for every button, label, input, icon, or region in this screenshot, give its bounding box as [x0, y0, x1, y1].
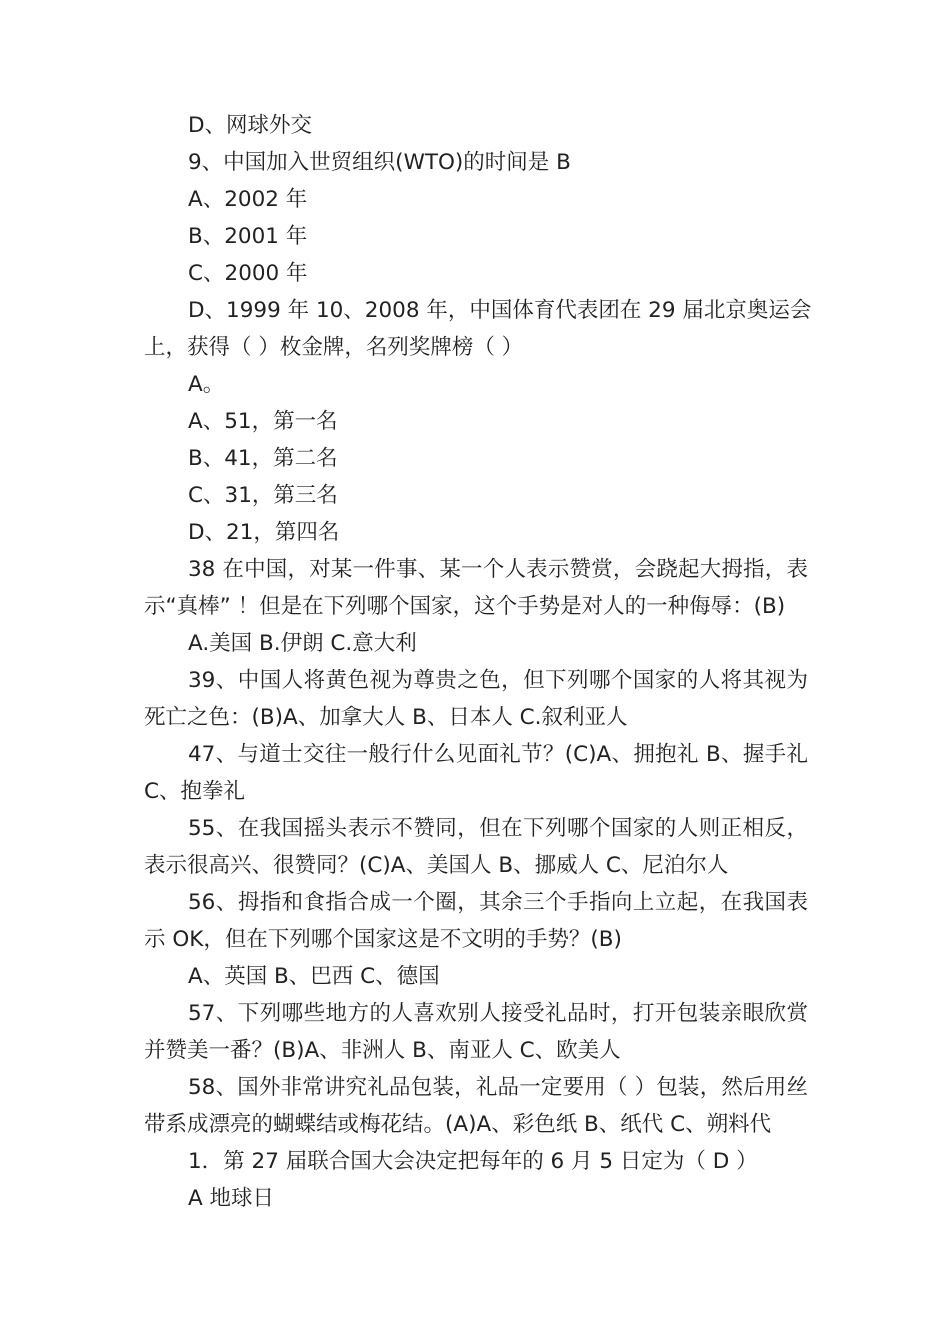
text-line: 9、中国加入世贸组织(WTO)的时间是 B: [188, 150, 571, 175]
text-line: 57、下列哪些地方的人喜欢别人接受礼品时，打开包装亲眼欣赏: [188, 1001, 808, 1026]
text-line: 58、国外非常讲究礼品包装，礼品一定要用（ ）包装，然后用丝: [188, 1075, 808, 1100]
text-line: 示“真棒” ！但是在下列哪个国家，这个手势是对人的一种侮辱：(B): [144, 594, 786, 619]
text-line: C、抱拳礼: [144, 779, 246, 804]
text-line: 56、拇指和食指合成一个圈，其余三个手指向上立起，在我国表: [188, 890, 808, 915]
text-line: C、31，第三名: [188, 483, 338, 508]
text-line: D、21，第四名: [188, 520, 340, 545]
text-line: A.美国 B.伊朗 C.意大利: [188, 631, 417, 656]
text-line: A 地球日: [188, 1186, 275, 1211]
text-line: 47、与道士交往一般行什么见面礼节？(C)A、拥抱礼 B、握手礼: [188, 742, 808, 767]
text-line: A。: [188, 372, 225, 397]
text-line: C、2000 年: [188, 261, 308, 286]
text-line: A、2002 年: [188, 187, 308, 212]
text-line: 并赞美一番？(B)A、非洲人 B、南亚人 C、欧美人: [144, 1038, 621, 1063]
text-line: 上，获得（ ）枚金牌，名列奖牌榜（ ）: [144, 335, 524, 360]
text-line: A、51，第一名: [188, 409, 338, 434]
text-line: 38 在中国，对某一件事、某一个人表示赞赏，会跷起大拇指，表: [188, 557, 808, 582]
text-line: 39、中国人将黄色视为尊贵之色，但下列哪个国家的人将其视为: [188, 668, 808, 693]
document-body: [144, 107, 812, 1217]
text-line: 示 OK，但在下列哪个国家这是不文明的手势？(B): [144, 927, 622, 952]
text-line: 1．第 27 届联合国大会决定把每年的 6 月 5 日定为（ D ）: [188, 1149, 758, 1174]
text-line: 表示很高兴、很赞同？(C)A、美国人 B、挪威人 C、尼泊尔人: [144, 853, 729, 878]
text-line: 死亡之色：(B)A、加拿大人 B、日本人 C.叙利亚人: [144, 705, 628, 730]
text-line: B、41，第二名: [188, 446, 338, 471]
text-line: 带系成漂亮的蝴蝶结或梅花结。(A)A、彩色纸 B、纸代 C、朔料代: [144, 1112, 772, 1137]
text-line: 55、在我国摇头表示不赞同，但在下列哪个国家的人则正相反，: [188, 816, 808, 841]
text-line: B、2001 年: [188, 224, 308, 249]
text-line: D、1999 年 10、2008 年，中国体育代表团在 29 届北京奥运会: [188, 298, 812, 323]
text-line: D、网球外交: [188, 113, 313, 138]
text-line: A、英国 B、巴西 C、德国: [188, 964, 440, 989]
